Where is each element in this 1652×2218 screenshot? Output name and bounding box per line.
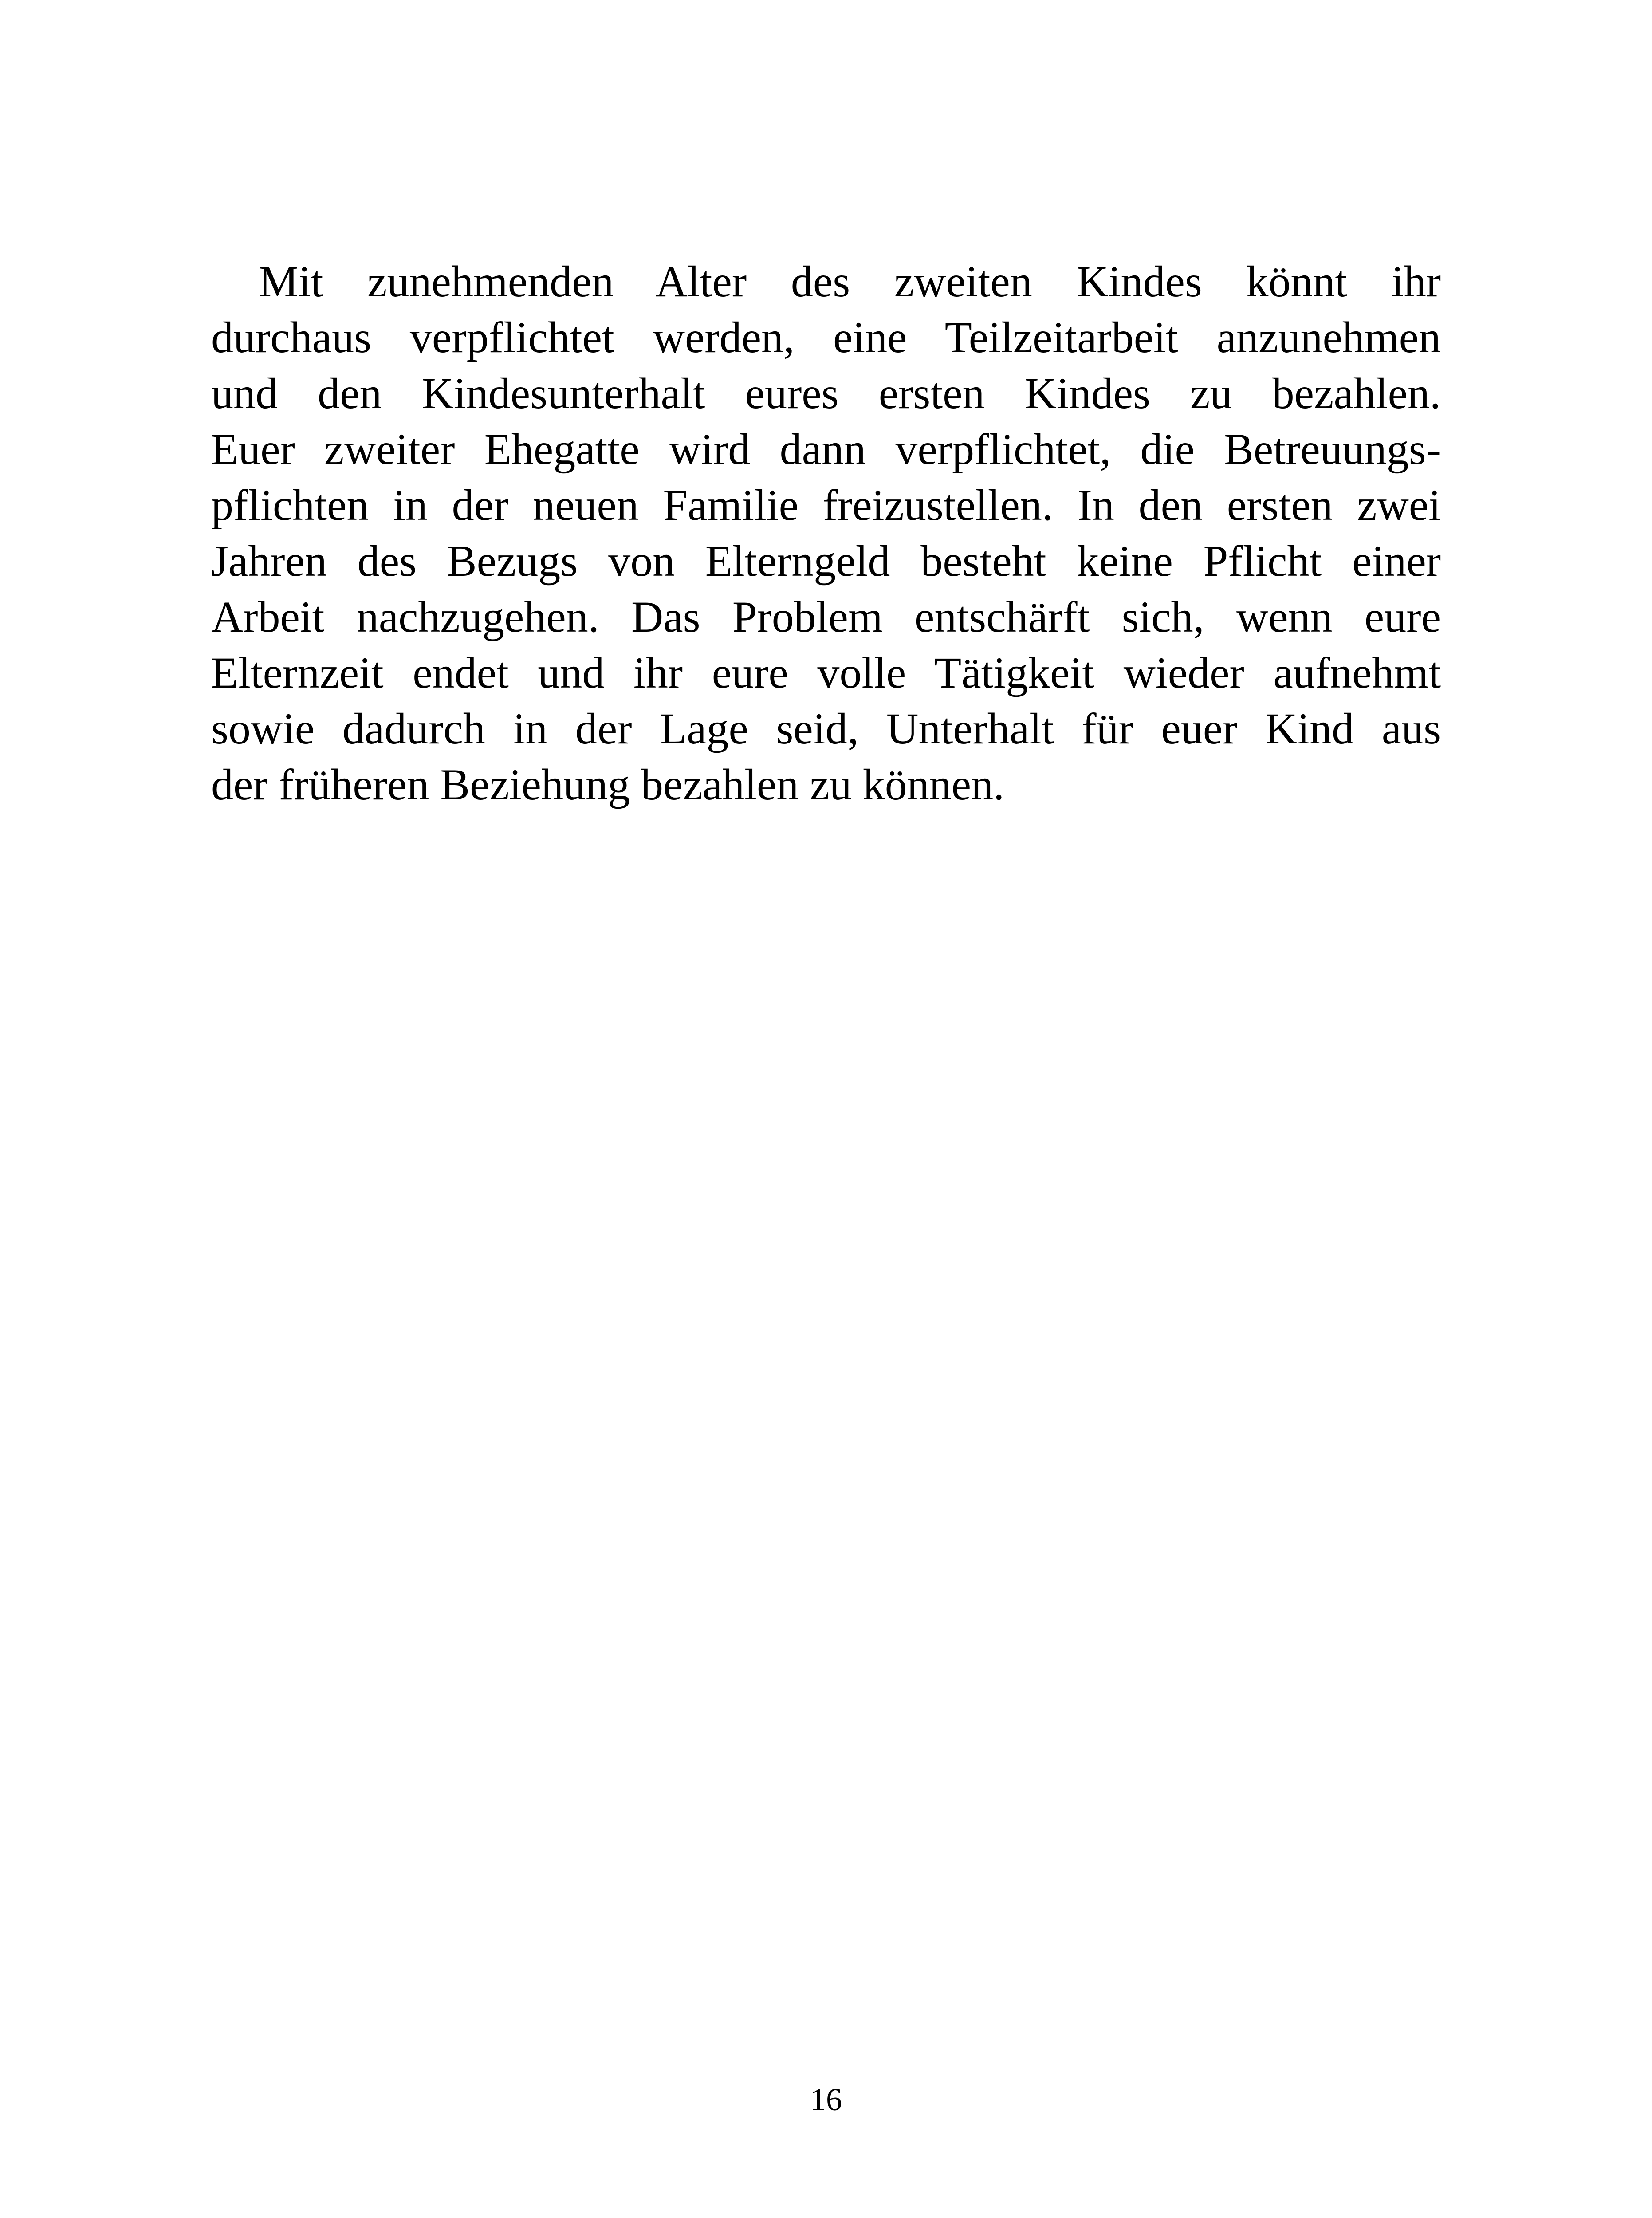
paragraph-line: Euer zweiter Ehegatte wird dann verpflichtet, die Betreuungs- bbox=[211, 425, 1441, 474]
paragraph-line: und den Kindesunterhalt eures ersten Kindes zu bezahlen. bbox=[211, 369, 1441, 418]
paragraph-line: der früheren Beziehung bezahlen zu können. bbox=[211, 760, 1005, 809]
paragraph-line: pflichten in der neuen Familie freizustellen. In den ersten zwei bbox=[211, 480, 1441, 530]
paragraph-line: Arbeit nachzugehen. Das Problem entschärft sich, wenn eure bbox=[211, 592, 1441, 641]
paragraph-line: Elternzeit endet und ihr eure volle Tätigkeit wieder aufnehmt bbox=[211, 648, 1441, 697]
paragraph-line: Jahren des Bezugs von Elterngeld besteht keine Pflicht einer bbox=[211, 536, 1441, 586]
paragraph-line: Mit zunehmenden Alter des zweiten Kindes könnt ihr bbox=[259, 257, 1441, 306]
page-number: 16 bbox=[810, 2082, 842, 2117]
body-paragraph bbox=[211, 254, 1441, 813]
paragraph-line: durchaus verpflichtet werden, eine Teilzeitarbeit anzunehmen bbox=[211, 313, 1441, 362]
paragraph-line: sowie dadurch in der Lage seid, Unterhalt für euer Kind aus bbox=[211, 704, 1441, 753]
